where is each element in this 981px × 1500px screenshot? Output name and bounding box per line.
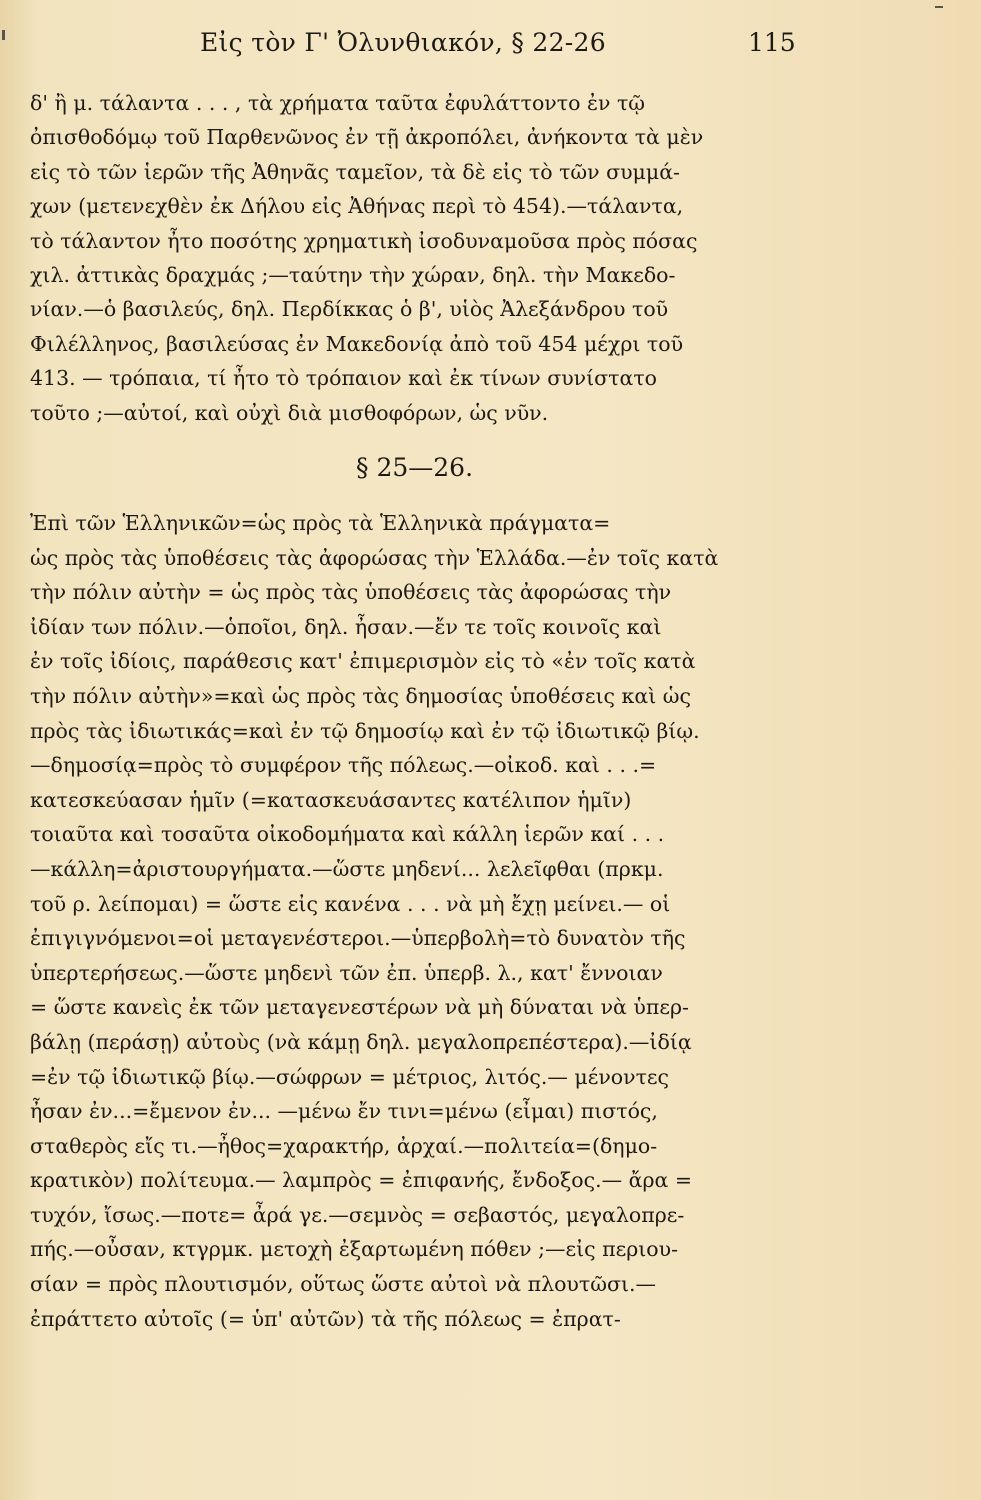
- text-line: βάλῃ (περάσῃ) αὐτοὺς (νὰ κάμῃ δηλ. μεγαλοπρεπέστερα).—ἰδίᾳ: [30, 1029, 692, 1054]
- text-line: =ἐν τῷ ἰδιωτικῷ βίῳ.—σώφρων = μέτριος, λιτός.— μένοντες: [30, 1064, 670, 1089]
- text-line: τοιαῦτα καὶ τοσαῦτα οἰκοδομήματα καὶ κάλλη ἱερῶν καί . . .: [30, 822, 665, 847]
- text-line: χιλ. ἀττικὰς δραχμάς ;—ταύτην τὴν χώραν, δηλ. τὴν Μακεδο-: [30, 262, 676, 287]
- commentary-section-22-24: [30, 86, 820, 430]
- text-line: ἰδίαν των πόλιν.—ὁποῖοι, δηλ. ἦσαν.—ἔν τε τοῖς κοινοῖς καὶ: [30, 614, 662, 639]
- text-line: ὀπισθοδόμῳ τοῦ Παρθενῶνος ἐν τῇ ἀκροπόλει, ἀνήκοντα τὰ μὲν: [30, 125, 704, 150]
- page-number: 115: [748, 28, 796, 57]
- text-line: ἐπιγιγνόμενοι=οἱ μεταγενέστεροι.—ὑπερβολὴ=τὸ δυνατὸν τῆς: [30, 926, 686, 951]
- text-line: σίαν = πρὸς πλουτισμόν, οὕτως ὥστε αὐτοὶ νὰ πλουτῶσι.—: [30, 1272, 657, 1297]
- text-line: κρατικὸν) πολίτευμα.— λαμπρὸς = ἐπιφανής, ἔνδοξος.— ἄρα =: [30, 1168, 693, 1193]
- text-line: νίαν.—ὁ βασιλεύς, δηλ. Περδίκκας ὁ β', υἱὸς Ἀλεξάνδρου τοῦ: [30, 297, 669, 322]
- text-line: σταθερὸς εἴς τι.—ἦθος=χαρακτήρ, ἀρχαί.—πολιτεία=(δημο-: [30, 1133, 658, 1158]
- text-line: κατεσκεύασαν ἡμῖν (=κατασκευάσαντες κατέλιπον ἡμῖν): [30, 787, 632, 812]
- text-line: ἐπράττετο αὐτοῖς (= ὑπ' αὐτῶν) τὰ τῆς πόλεως = ἐπρατ-: [30, 1306, 621, 1331]
- text-line: τοῦ ρ. λείπομαι) = ὥστε εἰς κανένα . . . νὰ μὴ ἔχῃ μείνει.— οἱ: [30, 891, 671, 916]
- running-title: Εἰς τὸν Γ' Ὀλυνθιακόν, § 22-26: [200, 28, 606, 57]
- text-line: ἐν τοῖς ἰδίοις, παράθεσις κατ' ἐπιμερισμὸν εἰς τὸ «ἐν τοῖς κατὰ: [30, 649, 696, 674]
- commentary-section-25-26: [30, 506, 820, 1336]
- text-line: —κάλλη=ἀριστουργήματα.—ὥστε μηδενί... λελεῖφθαι (πρκμ.: [30, 856, 664, 881]
- text-line: τὸ τάλαντον ἦτο ποσότης χρηματικὴ ἰσοδυναμοῦσα πρὸς πόσας: [30, 228, 698, 253]
- section-heading: [0, 446, 981, 490]
- margin-mark: [2, 30, 5, 40]
- text-line: τοῦτο ;—αὐτοί, καὶ οὐχὶ διὰ μισθοφόρων, ὡς νῦν.: [30, 400, 549, 425]
- text-line: —δημοσίᾳ=πρὸς τὸ συμφέρον τῆς πόλεως.—οἰκοδ. καὶ . . .=: [30, 753, 657, 778]
- text-line: ὡς πρὸς τὰς ὑποθέσεις τὰς ἀφορώσας τὴν Ἑλλάδα.—ἐν τοῖς κατὰ: [30, 545, 719, 570]
- text-line: τὴν πόλιν αὐτὴν = ὡς πρὸς τὰς ὑποθέσεις τὰς ἀφορώσας τὴν: [30, 580, 672, 605]
- text-line: δ' ἢ μ. τάλαντα . . . , τὰ χρήματα ταῦτα ἐφυλάττοντο ἐν τῷ: [30, 91, 646, 115]
- page-header: [0, 28, 981, 68]
- text-line: πρὸς τὰς ἰδιωτικάς=καὶ ἐν τῷ δημοσίῳ καὶ ἐν τῷ ἰδιωτικῷ βίῳ.: [30, 718, 700, 743]
- text-line: Φιλέλληνος, βασιλεύσας ἐν Μακεδονίᾳ ἀπὸ τοῦ 454 μέχρι τοῦ: [30, 331, 684, 356]
- text-line: τὴν πόλιν αὐτὴν»=καὶ ὡς πρὸς τὰς δημοσίας ὑποθέσεις καὶ ὡς: [30, 683, 691, 708]
- text-line: ὑπερτερήσεως.—ὥστε μηδενὶ τῶν ἐπ. ὑπερβ. λ., κατ' ἔννοιαν: [30, 960, 663, 985]
- text-line: ἦσαν ἐν...=ἔμενον ἐν... —μένω ἔν τινι=μένω (εἶμαι) πιστός,: [30, 1099, 658, 1124]
- text-line: Ἐπὶ τῶν Ἑλληνικῶν=ὡς πρὸς τὰ Ἑλληνικὰ πράγματα=: [30, 511, 611, 535]
- text-line: τυχόν, ἴσως.—ποτε= ἆρά γε.—σεμνὸς = σεβαστός, μεγαλοπρε-: [30, 1202, 685, 1227]
- text-line: πής.—οὖσαν, κτγρμκ. μετοχὴ ἐξαρτωμένη πόθεν ;—εἰς περιου-: [30, 1237, 679, 1262]
- section-heading-text: § 25—26.: [356, 453, 474, 482]
- text-line: χων (μετενεχθὲν ἐκ Δήλου εἰς Ἀθήνας περὶ τὸ 454).—τάλαντα,: [30, 194, 684, 219]
- text-line: εἰς τὸ τῶν ἱερῶν τῆς Ἀθηνᾶς ταμεῖον, τὰ δὲ εἰς τὸ τῶν συμμά-: [30, 159, 680, 184]
- corner-mark: [935, 6, 943, 8]
- text-line: 413. — τρόπαια, τί ἦτο τὸ τρόπαιον καὶ ἐκ τίνων συνίστατο: [30, 366, 658, 391]
- text-line: = ὥστε κανεὶς ἐκ τῶν μεταγενεστέρων νὰ μὴ δύναται νὰ ὑπερ-: [30, 995, 689, 1020]
